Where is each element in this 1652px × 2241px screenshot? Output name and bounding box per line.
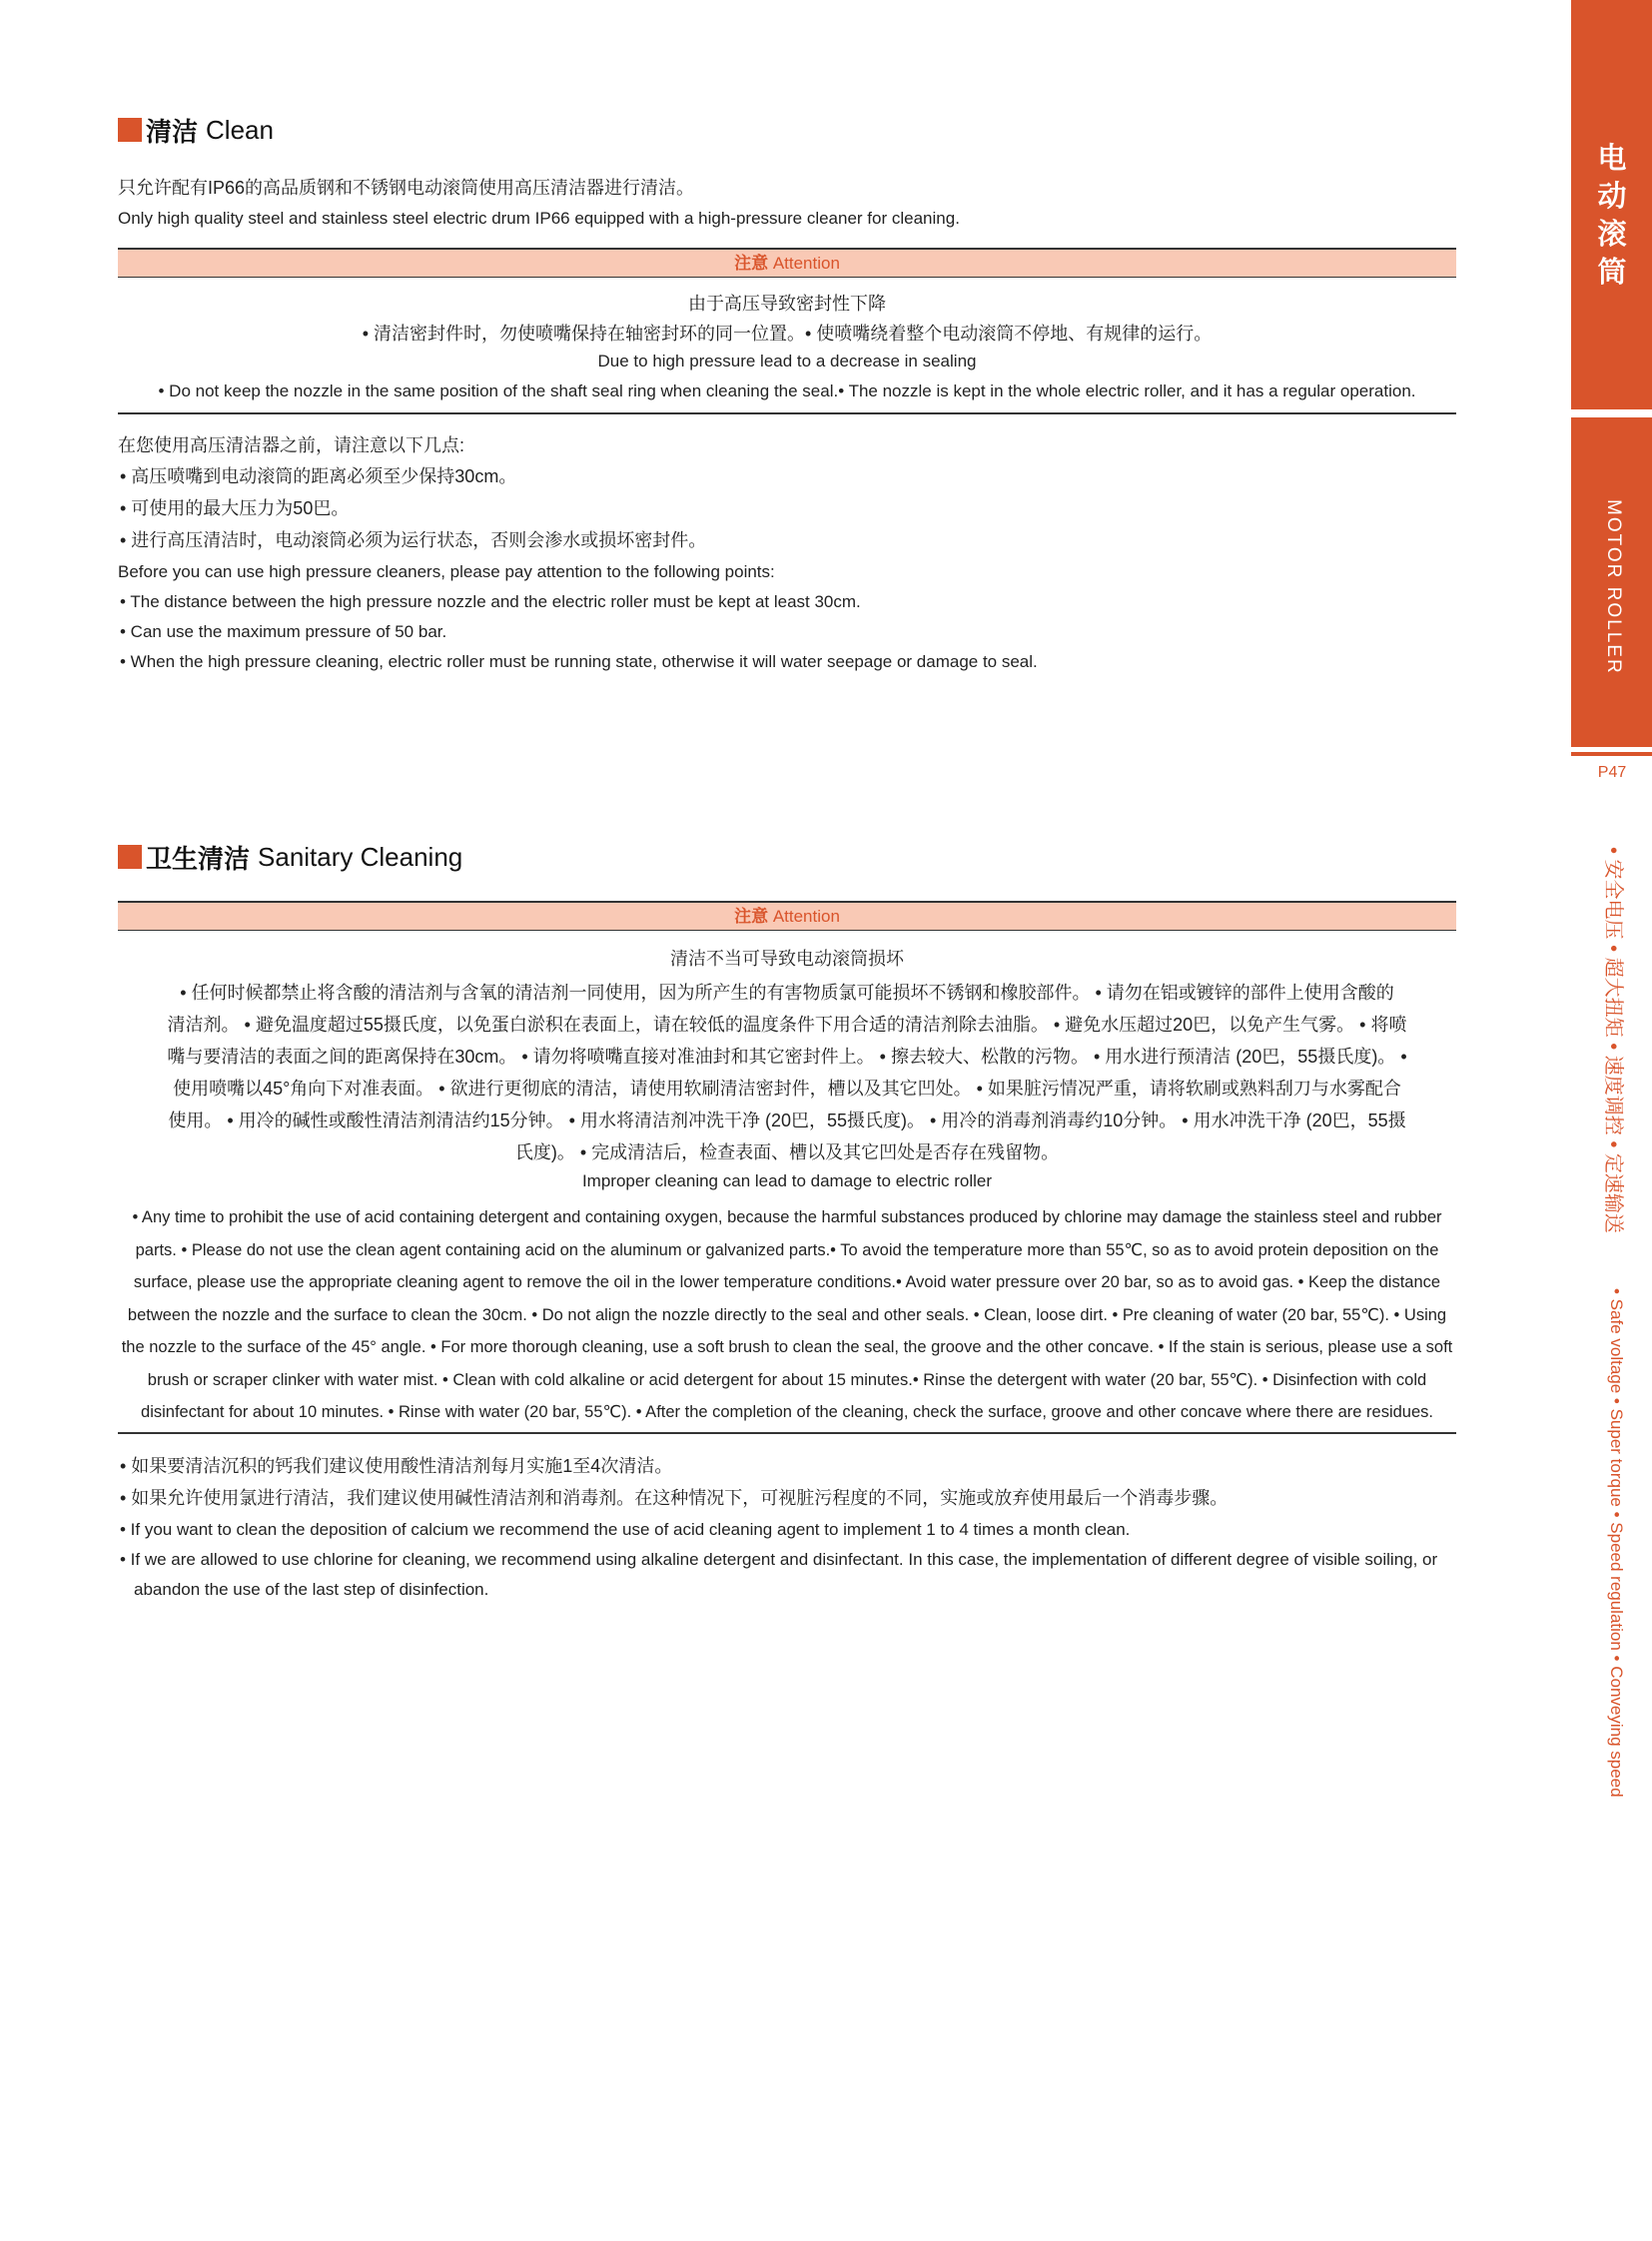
section-divider	[118, 412, 1456, 414]
section-title-clean	[118, 110, 274, 150]
attention-line: Due to high pressure lead to a decrease in sealing	[597, 352, 977, 371]
paragraph-line: between the nozzle and the surface to clean the 30cm. • Do not align the nozzle directly to the seal and other seals. • Clean, loose dirt. • Pre cleaning of water (20 bar, 55℃). • Using	[127, 1305, 1447, 1324]
attention-paragraph-zh	[118, 977, 1456, 1168]
paragraph-line: the nozzle to the surface of the 45° angle. • For more thorough cleaning, use a soft brush to clean the seal, the groove and the other concave. • If the stain is serious, please use a soft	[121, 1338, 1453, 1356]
section-marker	[118, 845, 142, 869]
note-zh: • 如果要清洁沉积的钙我们建议使用酸性清洁剂每月实施1至4次清洁。	[120, 1456, 673, 1476]
sidebar-title-en: MOTOR ROLLER	[1603, 499, 1624, 675]
attention-heading-en: Improper cleaning can lead to damage to electric roller	[581, 1171, 993, 1190]
sidebar-tags-en: • Safe voltage • Super torque • Speed regulation • Conveying speed	[1607, 1288, 1626, 1798]
before-en: Before you can use high pressure cleaners, please pay attention to the following points:	[118, 562, 775, 581]
page-number: P47	[1597, 764, 1627, 781]
attention-bar	[118, 901, 1456, 931]
paragraph-line: 嘴与要清洁的表面之间的距离保持在30cm。 • 请勿将喷嘴直接对准油封和其它密封件上。 • 擦去较大、松散的污物。 • 用水进行预清洁 (20巴，55摄氏度)。 •	[167, 1047, 1407, 1067]
attention-bar	[118, 248, 1456, 278]
paragraph-line: 使用。 • 用冷的碱性或酸性清洁剂清洁约15分钟。 • 用水将清洁剂冲洗干净 (20巴，55摄氏度)。 • 用冷的消毒剂消毒约10分钟。 • 用水冲洗干净 (20巴，55摄	[168, 1111, 1406, 1130]
section-title-zh: 卫生清洁	[146, 843, 251, 874]
attention-heading-zh: 清洁不当可导致电动滚筒损坏	[670, 949, 904, 969]
paragraph-line: brush or scraper clinker with water mist. • Clean with cold alkaline or acid detergent for about 15 minutes.• Rinse the detergent with water (20 bar, 55℃). • Disinfection with cold	[147, 1370, 1427, 1389]
paragraph-line: • 任何时候都禁止将含酸的清洁剂与含氧的清洁剂一同使用，因为所产生的有害物质氯可能损坏不锈钢和橡胶部件。 • 请勿在铝或镀锌的部件上使用含酸的	[180, 983, 1394, 1003]
section-title-zh: 清洁	[146, 116, 199, 147]
attention-label-en: Attention	[772, 254, 840, 273]
section-title-en: Sanitary Cleaning	[258, 841, 463, 872]
section-marker	[118, 118, 142, 142]
section-divider	[118, 1432, 1456, 1434]
paragraph-line: 清洁剂。 • 避免温度超过55摄氏度，以免蛋白淤积在表面上，请在较低的温度条件下用合适的清洁剂除去油脂。 • 避免水压超过20巴，以免产生气雾。 • 将喷	[167, 1015, 1407, 1035]
sidebar-divider	[1571, 752, 1652, 756]
paragraph-line: 使用喷嘴以45°角向下对准表面。 • 欲进行更彻底的清洁，请使用软刷清洁密封件，槽以及其它凹处。 • 如果脏污情况严重，请将软刷或熟料刮刀与水雾配合	[173, 1079, 1401, 1099]
section-title-sanitary	[118, 837, 462, 877]
paragraph-line: surface, please use the appropriate cleaning agent to remove the oil in the lower temperature conditions.• Avoid water pressure over 20 bar, so as to avoid gas. • Keep the distance	[133, 1273, 1441, 1291]
attention-label-en: Attention	[772, 907, 840, 926]
attention-line: 由于高压导致密封性下降	[688, 294, 886, 314]
sidebar-title-zh: 电动滚筒	[1597, 143, 1627, 289]
clean-intro-zh: 只允许配有IP66的高品质钢和不锈钢电动滚筒使用高压清洁器进行清洁。	[118, 178, 695, 198]
bullet-en: • The distance between the high pressure nozzle and the electric roller must be kept at least 30cm.	[120, 592, 861, 611]
note-zh: • 如果允许使用氯进行清洁，我们建议使用碱性清洁剂和消毒剂。在这种情况下，可视脏污程度的不同，实施或放弃使用最后一个消毒步骤。	[120, 1488, 1229, 1508]
attention-label-zh: 注意	[734, 254, 769, 273]
note-en: abandon the use of the last step of disinfection.	[134, 1580, 489, 1599]
bullet-zh: • 进行高压清洁时，电动滚筒必须为运行状态，否则会渗水或损坏密封件。	[120, 530, 707, 550]
bullet-en: • When the high pressure cleaning, electric roller must be running state, otherwise it will water seepage or damage to seal.	[120, 652, 1038, 671]
before-zh: 在您使用高压清洁器之前，请注意以下几点:	[118, 435, 464, 455]
attention-line: • Do not keep the nozzle in the same position of the shaft seal ring when cleaning the seal.• The nozzle is kept in the whole electric roller, and it has a regular operation.	[158, 381, 1416, 400]
paragraph-line: 氏度)。 • 完成清洁后，检查表面、槽以及其它凹处是否存在残留物。	[514, 1142, 1060, 1162]
note-en: • If we are allowed to use chlorine for cleaning, we recommend using alkaline detergent and disinfectant. In this case, the implementation of different degree of visible soiling, or	[120, 1550, 1438, 1569]
attention-line: • 清洁密封件时，勿使喷嘴保持在轴密封环的同一位置。• 使喷嘴绕着整个电动滚筒不停地、有规律的运行。	[362, 324, 1213, 344]
bullet-en: • Can use the maximum pressure of 50 bar.	[120, 622, 447, 641]
attention-paragraph-en	[118, 1201, 1456, 1429]
paragraph-line: • Any time to prohibit the use of acid containing detergent and containing oxygen, because the harmful substances produced by chlorine may damage the stainless steel and rubber	[132, 1208, 1442, 1226]
clean-intro-en: Only high quality steel and stainless steel electric drum IP66 equipped with a high-pressure cleaner for cleaning.	[118, 209, 960, 228]
attention-label-zh: 注意	[734, 907, 769, 926]
bullet-zh: • 高压喷嘴到电动滚筒的距离必须至少保持30cm。	[120, 466, 517, 486]
paragraph-line: disinfectant for about 10 minutes. • Rinse with water (20 bar, 55℃). • After the completion of the cleaning, check the surface, groove and other concave where there are residues.	[141, 1403, 1433, 1421]
note-en: • If you want to clean the deposition of calcium we recommend the use of acid cleaning agent to implement 1 to 4 times a month clean.	[120, 1520, 1131, 1539]
section-title-en: Clean	[206, 114, 274, 145]
paragraph-line: parts. • Please do not use the clean agent containing acid on the aluminum or galvanized parts.• To avoid the temperature more than 55℃, so as to avoid protein deposition on the	[135, 1240, 1439, 1259]
bullet-zh: • 可使用的最大压力为50巴。	[120, 498, 350, 518]
sidebar-tags-zh: • 安全电压 • 超大扭矩 • 速度调控 • 定速输送	[1602, 847, 1624, 1233]
